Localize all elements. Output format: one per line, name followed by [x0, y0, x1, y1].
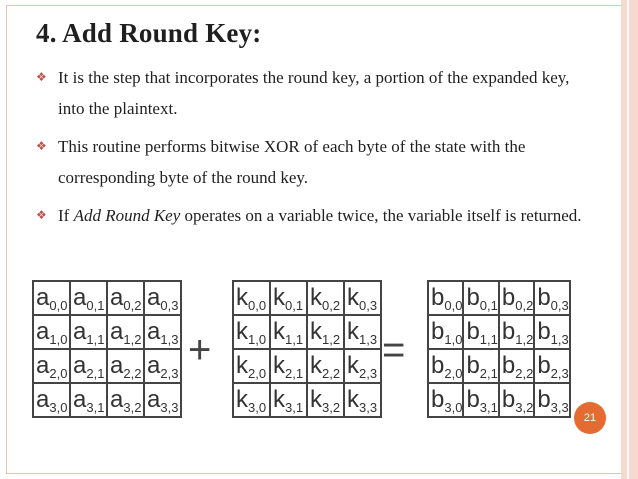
matrix-cell-index: 2,1 — [86, 365, 105, 381]
matrix-cell-letter: a — [36, 283, 50, 311]
matrix-cell — [499, 383, 534, 417]
matrix-cell-index: 2,1 — [479, 365, 498, 381]
matrix-cell-letter: b — [537, 317, 551, 345]
matrix-cell-letter: k — [273, 283, 285, 311]
matrix-cell-index: 2,0 — [49, 365, 68, 381]
matrix-cell — [70, 315, 107, 349]
matrix-cell-letter: a — [36, 385, 50, 413]
matrix-row — [428, 315, 570, 349]
add-round-key-figure — [32, 266, 569, 446]
matrix-cell-index: 1,2 — [322, 331, 341, 347]
matrix-cell-index: 0,2 — [322, 297, 341, 313]
bullet-item-1 — [36, 62, 596, 124]
matrix-cell-index: 0,2 — [123, 297, 142, 313]
matrix-cell-index: 2,2 — [123, 365, 142, 381]
matrix-cell — [428, 315, 463, 349]
matrix-cell-index: 2,2 — [322, 365, 341, 381]
slide-title: 4. Add Round Key: — [36, 18, 262, 48]
matrix-cell — [463, 349, 498, 383]
matrix-cell-index: 0,0 — [248, 297, 267, 313]
matrix-cell-index: 2,3 — [550, 365, 569, 381]
matrix-row — [33, 349, 181, 383]
matrix-cell-letter: b — [537, 385, 551, 413]
matrix-cell-index: 0,1 — [285, 297, 304, 313]
matrix-row — [33, 315, 181, 349]
matrix-cell-letter: a — [110, 317, 124, 345]
matrix-cell — [107, 315, 144, 349]
matrix-cell — [463, 383, 498, 417]
state-matrix-a — [32, 280, 182, 418]
matrix-cell — [534, 383, 569, 417]
matrix-cell — [344, 383, 381, 417]
matrix-cell-letter: b — [431, 351, 445, 379]
matrix-row — [428, 349, 570, 383]
bullet-list — [36, 62, 596, 238]
matrix-cell-letter: k — [310, 317, 322, 345]
matrix-cell — [428, 349, 463, 383]
matrix-cell-letter: a — [147, 351, 161, 379]
matrix-cell-index: 2,1 — [285, 365, 304, 381]
matrix-cell — [233, 315, 270, 349]
matrix-cell-letter: a — [147, 317, 161, 345]
matrix-cell-letter: k — [347, 351, 359, 379]
matrix-cell-index: 1,0 — [444, 331, 463, 347]
matrix-cell-letter: a — [110, 283, 124, 311]
matrix-row — [233, 281, 381, 315]
matrix-cell — [463, 315, 498, 349]
matrix-cell-index: 1,2 — [123, 331, 142, 347]
matrix-cell — [534, 315, 569, 349]
matrix-cell — [534, 281, 569, 315]
matrix-row — [33, 281, 181, 315]
matrix-cell-index: 2,0 — [248, 365, 267, 381]
matrix-cell-index: 3,3 — [359, 399, 378, 415]
matrix-cell-letter: b — [537, 351, 551, 379]
matrix-cell — [233, 281, 270, 315]
matrix-cell-index: 1,2 — [515, 331, 534, 347]
matrix-cell-index: 3,0 — [49, 399, 68, 415]
matrix-cell-index: 1,3 — [160, 331, 179, 347]
matrix-row — [233, 315, 381, 349]
matrix-cell-index: 3,2 — [123, 399, 142, 415]
matrix-row — [428, 281, 570, 315]
matrix-cell-index: 0,2 — [515, 297, 534, 313]
diamond-bullet-icon: ❖ — [36, 208, 47, 222]
equals-operator: = — [382, 328, 406, 372]
matrix-cell — [307, 349, 344, 383]
matrix-cell-letter: k — [310, 351, 322, 379]
diamond-bullet-icon: ❖ — [36, 139, 47, 153]
side-decoration-line — [627, 0, 629, 479]
matrix-cell-letter: b — [466, 385, 480, 413]
matrix-cell-letter: k — [273, 385, 285, 413]
matrix-cell — [307, 281, 344, 315]
matrix-cell-index: 0,3 — [359, 297, 378, 313]
matrix-cell-index: 2,2 — [515, 365, 534, 381]
matrix-cell-index: 0,1 — [479, 297, 498, 313]
matrix-cell-index: 3,1 — [285, 399, 304, 415]
matrix-cell-letter: b — [537, 283, 551, 311]
matrix-cell-index: 0,3 — [550, 297, 569, 313]
matrix-cell — [499, 349, 534, 383]
matrix-row — [233, 383, 381, 417]
matrix-cell-index: 1,3 — [359, 331, 378, 347]
matrix-cell-index: 2,3 — [160, 365, 179, 381]
matrix-cell — [144, 383, 181, 417]
matrix-cell — [344, 349, 381, 383]
bullet-item-2 — [36, 131, 596, 193]
matrix-cell — [270, 281, 307, 315]
matrix-cell — [70, 349, 107, 383]
matrix-cell-letter: k — [273, 351, 285, 379]
matrix-cell-index: 2,3 — [359, 365, 378, 381]
matrix-cell-index: 1,0 — [248, 331, 267, 347]
matrix-cell-letter: a — [147, 385, 161, 413]
matrix-cell-letter: a — [110, 385, 124, 413]
matrix-cell-letter: b — [466, 283, 480, 311]
matrix-cell — [344, 281, 381, 315]
matrix-cell-letter: k — [347, 385, 359, 413]
matrix-cell-letter: k — [310, 283, 322, 311]
matrix-cell-letter: b — [501, 317, 516, 345]
matrix-cell — [499, 281, 534, 315]
round-key-matrix-k — [232, 280, 382, 418]
matrix-cell-letter: a — [147, 283, 161, 311]
matrix-cell — [70, 281, 107, 315]
matrix-cell — [499, 315, 534, 349]
matrix-cell-index: 3,1 — [479, 399, 498, 415]
matrix-cell-index: 3,3 — [160, 399, 179, 415]
matrix-cell — [270, 383, 307, 417]
matrix-cell-index: 0,3 — [160, 297, 179, 313]
bullet-item-3 — [36, 200, 596, 231]
matrix-cell-index: 0,1 — [86, 297, 105, 313]
matrix-cell-letter: a — [36, 351, 50, 379]
matrix-row — [233, 349, 381, 383]
bullet-text-2: This routine performs bitwise XOR of each byte of the state with the corresponding byte of the round key. — [58, 137, 526, 187]
matrix-cell-index: 3,1 — [86, 399, 105, 415]
matrix-cell — [33, 383, 70, 417]
matrix-cell-index: 1,3 — [550, 331, 569, 347]
bullet-text-1: It is the step that incorporates the round key, a portion of the expanded key, into the plaintext. — [58, 68, 570, 118]
matrix-cell — [233, 349, 270, 383]
matrix-cell — [307, 383, 344, 417]
matrix-cell — [428, 383, 463, 417]
matrix-cell-index: 1,1 — [86, 331, 105, 347]
matrix-row — [33, 383, 181, 417]
matrix-cell — [534, 349, 569, 383]
matrix-cell-index: 0,0 — [444, 297, 463, 313]
matrix-cell-letter: b — [431, 385, 445, 413]
result-matrix-b — [427, 280, 571, 418]
matrix-cell-letter: k — [273, 317, 285, 345]
matrix-cell-index: 3,3 — [550, 399, 569, 415]
matrix-cell-letter: a — [73, 351, 87, 379]
matrix-cell-letter: k — [347, 317, 359, 345]
matrix-cell-letter: b — [431, 283, 445, 311]
matrix-cell-letter: k — [236, 351, 248, 379]
matrix-cell-letter: k — [236, 317, 248, 345]
matrix-cell-letter: k — [347, 283, 359, 311]
matrix-cell-letter: k — [310, 385, 322, 413]
matrix-cell-index: 3,2 — [515, 399, 534, 415]
matrix-cell-letter: a — [36, 317, 50, 345]
matrix-cell-index: 0,0 — [49, 297, 68, 313]
matrix-cell — [144, 315, 181, 349]
matrix-cell-letter: b — [501, 385, 516, 413]
matrix-cell — [107, 281, 144, 315]
matrix-cell-letter: a — [73, 283, 87, 311]
diamond-bullet-icon: ❖ — [36, 70, 47, 84]
matrix-cell-letter: b — [466, 317, 480, 345]
bullet-text-3-prefix: If — [58, 206, 74, 225]
matrix-cell-letter: k — [236, 283, 248, 311]
matrix-cell-index: 3,2 — [322, 399, 341, 415]
matrix-cell — [270, 315, 307, 349]
matrix-cell-letter: b — [466, 351, 480, 379]
side-decoration-bar — [621, 0, 638, 479]
matrix-cell-index: 3,0 — [248, 399, 267, 415]
matrix-cell-letter: k — [236, 385, 248, 413]
matrix-cell — [70, 383, 107, 417]
matrix-cell — [463, 281, 498, 315]
matrix-cell — [144, 349, 181, 383]
matrix-cell — [270, 349, 307, 383]
matrix-cell-index: 2,0 — [444, 365, 463, 381]
matrix-cell-letter: b — [501, 283, 516, 311]
matrix-cell-index: 1,1 — [479, 331, 498, 347]
matrix-cell-letter: b — [431, 317, 445, 345]
matrix-cell-letter: a — [73, 385, 87, 413]
bullet-text-3-suffix: operates on a variable twice, the variable itself is returned. — [180, 206, 582, 225]
matrix-cell-index: 1,0 — [49, 331, 68, 347]
matrix-cell-letter: a — [110, 351, 124, 379]
matrix-row — [428, 383, 570, 417]
matrix-cell-index: 1,1 — [285, 331, 304, 347]
matrix-cell — [33, 315, 70, 349]
matrix-cell-index: 3,0 — [444, 399, 463, 415]
bullet-text-3-emphasis: Add Round Key — [73, 206, 181, 225]
matrix-cell — [233, 383, 270, 417]
matrix-cell — [428, 281, 463, 315]
plus-operator: + — [188, 328, 212, 372]
page-number-badge: 21 — [574, 402, 606, 434]
matrix-cell-letter: b — [501, 351, 516, 379]
matrix-cell — [344, 315, 381, 349]
matrix-cell — [107, 383, 144, 417]
matrix-cell — [33, 349, 70, 383]
matrix-cell — [33, 281, 70, 315]
matrix-cell — [144, 281, 181, 315]
matrix-cell — [307, 315, 344, 349]
matrix-cell-letter: a — [73, 317, 87, 345]
matrix-cell — [107, 349, 144, 383]
